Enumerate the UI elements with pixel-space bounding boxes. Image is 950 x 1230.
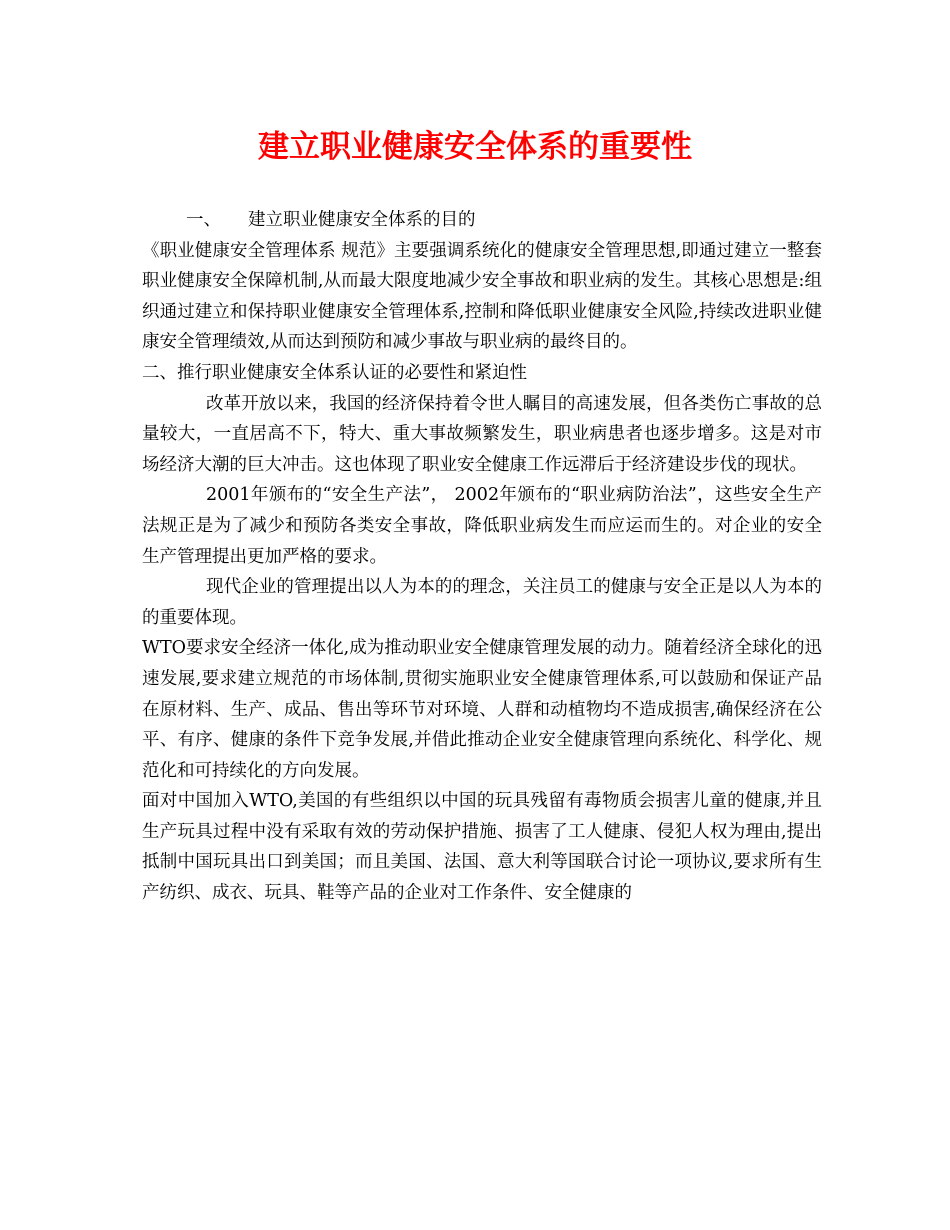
paragraph-economy: 改革开放以来，我国的经济保持着令世人瞩目的高速发展，但各类伤亡事故的总量较大，一直居高不下，特大、重大事故频繁发生，职业病患者也逐步增多。这是对市场经济大潮的巨大冲击。这也体现了职业安全健康工作远滞后于经济建设步伐的现状。 xyxy=(142,393,822,475)
section-heading-2: 二、推行职业健康安全体系认证的必要性和紧迫性 xyxy=(142,362,527,383)
section-heading-1 xyxy=(142,205,822,236)
paragraph-people-oriented: 现代企业的管理提出以人为本的的理念，关注员工的健康与安全正是以人为本的的重要体现。 xyxy=(142,577,822,628)
paragraph-toys: 面对中国加入WTO,美国的有些组织以中国的玩具残留有毒物质会损害儿童的健康,并且生产玩具过程中没有采取有效的劳动保护措施、损害了工人健康、侵犯人权为理由,提出抵制中国玩具出口到美国；而且美国、法国、意大利等国联合讨论一项协议,要求所有生产纺织、成衣、玩具、鞋等产品的企业对工作条件、安全健康的 xyxy=(142,791,822,904)
paragraph-laws: 2001年颁布的“安全生产法”， 2002年颁布的“职业病防治法”，这些安全生产法规正是为了减少和预防各类安全事故，降低职业病发生而应运而生的。对企业的安全生产管理提出更加严格的要求。 xyxy=(142,485,822,567)
section-number: 一、 xyxy=(186,210,221,230)
section-heading-text: 建立职业健康安全体系的目的 xyxy=(248,210,476,230)
document-body xyxy=(142,205,822,909)
document-title: 建立职业健康安全体系的重要性 xyxy=(258,129,692,165)
paragraph-purpose: 《职业健康安全管理体系 规范》主要强调系统化的健康安全管理思想,即通过建立一整套职业健康安全保障机制,从而最大限度地减少安全事故和职业病的发生。其核心思想是:组织通过建立和保持职业健康安全管理体系,控制和降低职业健康安全风险,持续改进职业健康安全管理绩效,从而达到预防和减少事故与职业病的最终目的。 xyxy=(142,240,822,353)
paragraph-wto: WTO要求安全经济一体化,成为推动职业安全健康管理发展的动力。随着经济全球化的迅速发展,要求建立规范的市场体制,贯彻实施职业安全健康管理体系,可以鼓励和保证产品在原材料、生产、成品、售出等环节对环境、人群和动植物均不造成损害,确保经济在公平、有序、健康的条件下竞争发展,并借此推动企业安全健康管理向系统化、科学化、规范化和可持续化的方向发展。 xyxy=(142,638,822,781)
